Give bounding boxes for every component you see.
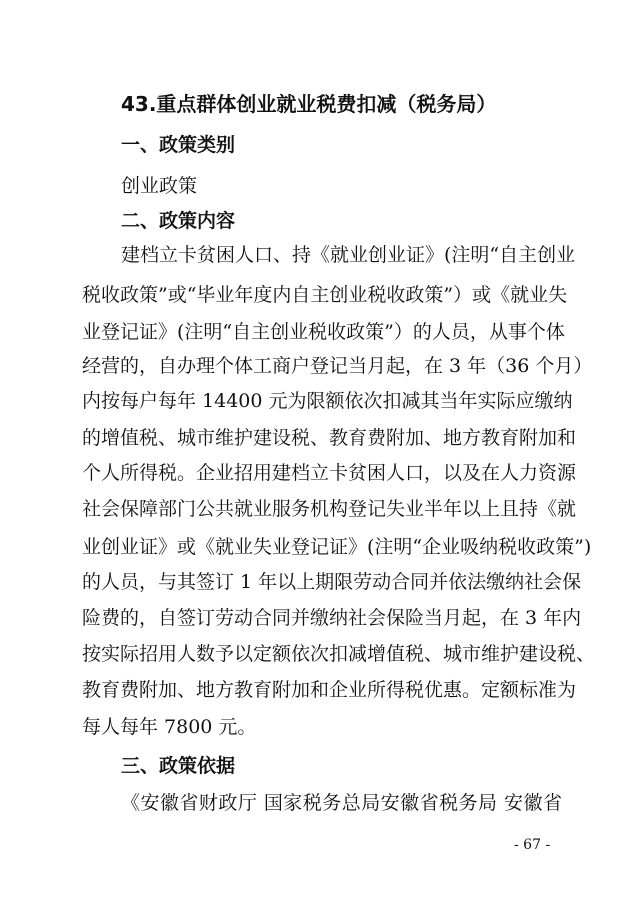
paragraph-line: 的人员，与其签订 1 年以上期限劳动合同并依法缴纳社会保 [82, 571, 582, 593]
paragraph-line: 每人每年 7800 元。 [82, 716, 257, 738]
paragraph-line: 业创业证》或《就业失业登记证》(注明“企业吸纳税收政策”) [82, 536, 592, 558]
paragraph-line: 业登记证》(注明“自主创业税收政策”）的人员，从事个体 [82, 321, 565, 343]
paragraph-line: 《安徽省财政厅 国家税务总局安徽省税务局 安徽省 [121, 792, 562, 814]
paragraph-line: 个人所得税。企业招用建档立卡贫困人口，以及在人力资源 [82, 462, 577, 484]
paragraph-line: 税收政策”或“毕业年度内自主创业税收政策”）或《就业失 [82, 284, 568, 306]
paragraph-line: 经营的，自办理个体工商户登记当月起，在 3 年（36 个月） [82, 355, 593, 377]
paragraph-line: 教育费附加、地方教育附加和企业所得税优惠。定额标准为 [82, 679, 577, 701]
paragraph-line: 内按每户每年 14400 元为限额依次扣减其当年实际应缴纳 [82, 390, 573, 412]
paragraph-line: 建档立卡贫困人口、持《就业创业证》(注明“自主创业 [121, 244, 576, 266]
section-heading-policy-content: 二、政策内容 [121, 210, 236, 232]
document-title: 43.重点群体创业就业税费扣减（税务局） [121, 92, 497, 116]
page-number: - 67 - [514, 837, 551, 853]
paragraph-line: 按实际招用人数予以定额依次扣减增值税、城市维护建设税、 [82, 643, 596, 665]
paragraph-line: 社会保障部门公共就业服务机构登记失业半年以上且持《就 [82, 498, 577, 520]
paragraph-line: 险费的，自签订劳动合同并缴纳社会保险当月起，在 3 年内 [82, 607, 582, 629]
section-heading-policy-category: 一、政策类别 [121, 134, 236, 156]
section-heading-policy-basis: 三、政策依据 [121, 755, 236, 777]
policy-category-value: 创业政策 [121, 175, 198, 197]
paragraph-line: 的增值税、城市维护建设税、教育费附加、地方教育附加和 [82, 427, 577, 449]
